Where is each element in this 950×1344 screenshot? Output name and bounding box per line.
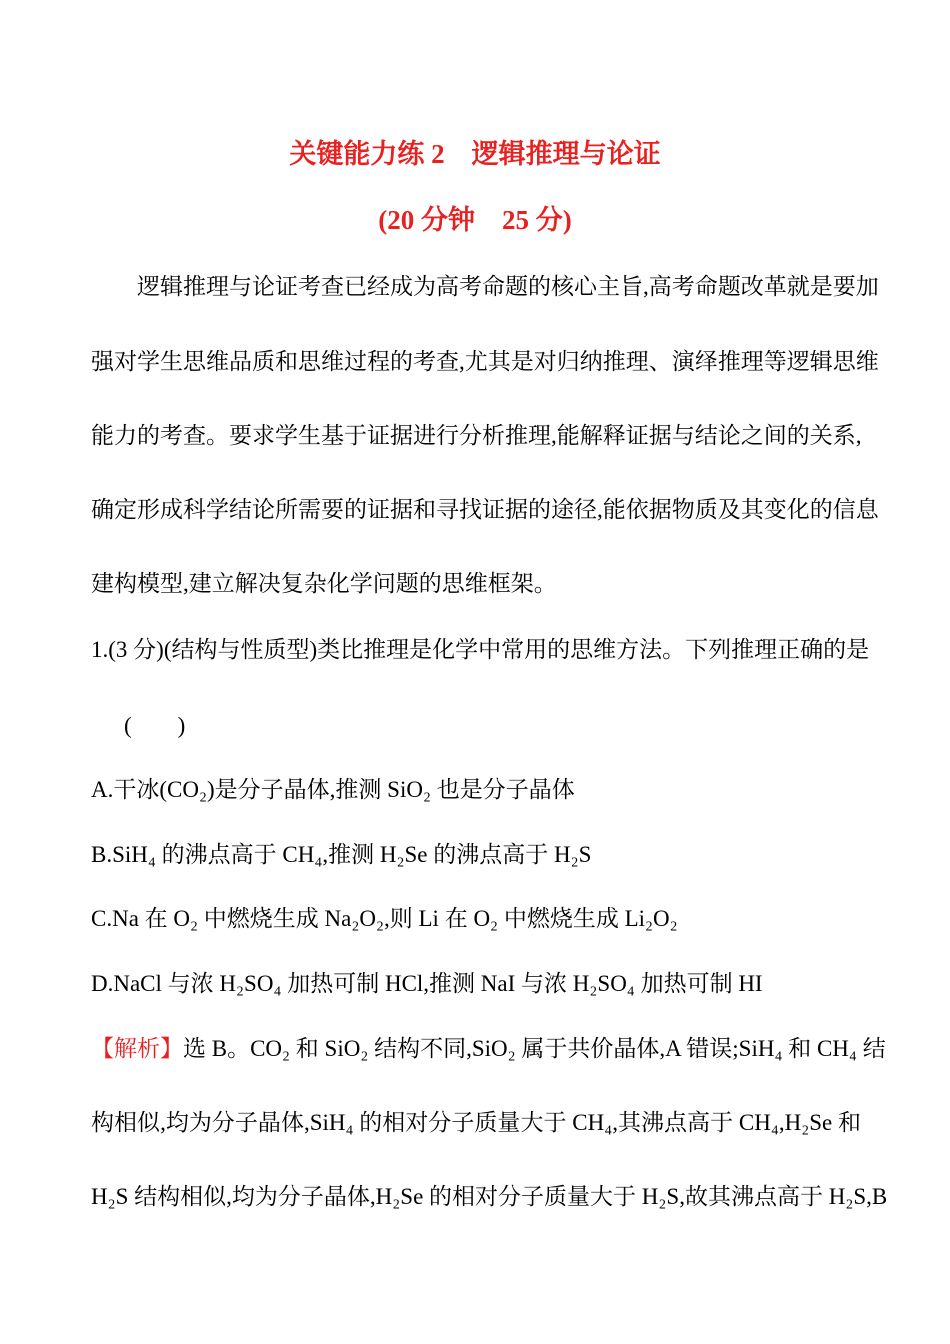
intro-line-5: 建构模型,建立解决复杂化学问题的思维框架。 [91, 571, 557, 596]
answer-blank: ( ) [124, 713, 186, 738]
intro-line-2: 强对学生思维品质和思维过程的考查,尤其是对归纳推理、演绎推理等逻辑思维 [91, 349, 879, 374]
page-title: 关键能力练 2 逻辑推理与论证 [289, 139, 661, 169]
option-c: C.Na 在 O₂ 中燃烧生成 Na₂O₂,则 Li 在 O₂ 中燃烧生成 Li₂O₂ [91, 906, 678, 931]
option-a: A.干冰(CO₂)是分子晶体,推测 SiO₂ 也是分子晶体 [91, 777, 575, 802]
analysis-label: 【解析】 [91, 1036, 183, 1061]
analysis-line-1 [91, 1034, 886, 1064]
option-b: B.SiH₄ 的沸点高于 CH₄,推测 H₂Se 的沸点高于 H₂S [91, 842, 592, 867]
analysis-line-2: 构相似,均为分子晶体,SiH₄ 的相对分子质量大于 CH₄,其沸点高于 CH₄,H₂Se 和 [91, 1110, 861, 1135]
option-d: D.NaCl 与浓 H₂SO₄ 加热可制 HCl,推测 NaI 与浓 H₂SO₄ 加热可制 HI [91, 971, 763, 996]
intro-line-4: 确定形成科学结论所需要的证据和寻找证据的途径,能依据物质及其变化的信息 [91, 497, 879, 522]
question-stem: 1.(3 分)(结构与性质型)类比推理是化学中常用的思维方法。下列推理正确的是 [91, 637, 870, 662]
intro-line-3: 能力的考查。要求学生基于证据进行分析推理,能解释证据与结论之间的关系, [91, 423, 862, 448]
analysis-line-3: H₂S 结构相似,均为分子晶体,H₂Se 的相对分子质量大于 H₂S,故其沸点高于 H₂S,B [91, 1184, 888, 1209]
page-subtitle: (20 分钟 25 分) [378, 205, 572, 235]
analysis-text-1: 选 B。CO₂ 和 SiO₂ 结构不同,SiO₂ 属于共价晶体,A 错误;SiH₄ 和 CH₄ 结 [183, 1036, 886, 1061]
intro-line-1: 逻辑推理与论证考查已经成为高考命题的核心主旨,高考命题改革就是要加 [137, 274, 879, 299]
